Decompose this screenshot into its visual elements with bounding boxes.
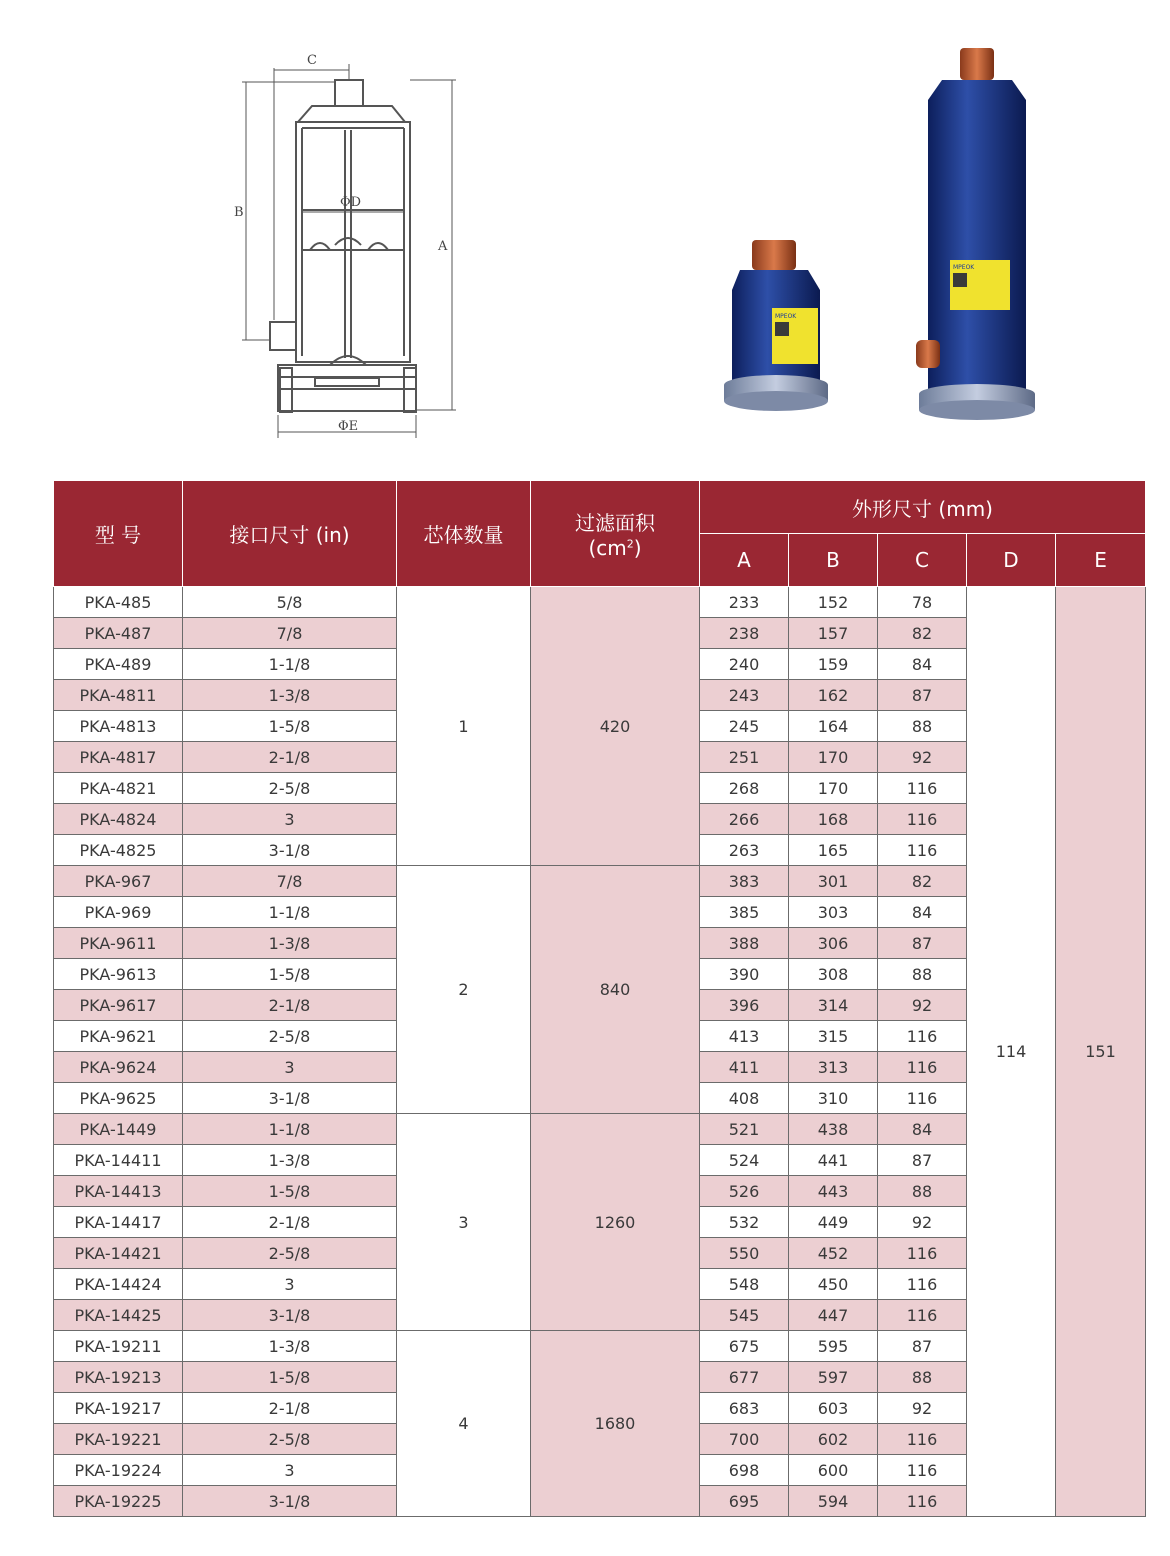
cell-dim-c: 78 [878, 587, 967, 618]
cell-model: PKA-19211 [54, 1331, 183, 1362]
cell-dim-b: 168 [789, 804, 878, 835]
cell-port-size: 3-1/8 [183, 1300, 397, 1331]
cell-dim-b: 450 [789, 1269, 878, 1300]
dim-label-phi-e: ΦE [338, 419, 359, 434]
cell-model: PKA-489 [54, 649, 183, 680]
cell-dim-c: 116 [878, 773, 967, 804]
cell-dim-c: 92 [878, 1393, 967, 1424]
cell-dim-c: 116 [878, 835, 967, 866]
cell-filter-area: 420 [531, 587, 700, 866]
cell-dim-a: 526 [700, 1176, 789, 1207]
cell-dim-b: 452 [789, 1238, 878, 1269]
header-dimensions: 外形尺寸 (mm) [700, 481, 1146, 534]
cell-port-size: 2-5/8 [183, 1424, 397, 1455]
cell-model: PKA-487 [54, 618, 183, 649]
header-model: 型 号 [54, 481, 183, 587]
cell-port-size: 2-1/8 [183, 1207, 397, 1238]
cell-dim-a: 385 [700, 897, 789, 928]
cell-dim-a: 413 [700, 1021, 789, 1052]
cell-model: PKA-9613 [54, 959, 183, 990]
cell-model: PKA-4821 [54, 773, 183, 804]
cell-model: PKA-14417 [54, 1207, 183, 1238]
cell-model: PKA-9617 [54, 990, 183, 1021]
cell-dim-b: 602 [789, 1424, 878, 1455]
cell-model: PKA-1449 [54, 1114, 183, 1145]
dim-label-b: B [234, 205, 244, 220]
cell-model: PKA-19224 [54, 1455, 183, 1486]
cell-model: PKA-14424 [54, 1269, 183, 1300]
cell-model: PKA-967 [54, 866, 183, 897]
cell-dim-b: 170 [789, 742, 878, 773]
cell-dim-c: 116 [878, 1083, 967, 1114]
cell-dim-c: 82 [878, 866, 967, 897]
tall-unit-brand: MPEOK [953, 264, 975, 271]
spec-table [53, 480, 1146, 1517]
cell-dim-c: 116 [878, 1300, 967, 1331]
cell-port-size: 2-1/8 [183, 990, 397, 1021]
cell-dim-a: 243 [700, 680, 789, 711]
cell-model: PKA-19225 [54, 1486, 183, 1517]
cell-dim-a: 240 [700, 649, 789, 680]
cell-dim-a: 408 [700, 1083, 789, 1114]
cell-dim-a: 700 [700, 1424, 789, 1455]
cell-dim-a: 390 [700, 959, 789, 990]
cell-dim-c: 92 [878, 742, 967, 773]
header-filter-area [531, 481, 700, 587]
cell-port-size: 3-1/8 [183, 835, 397, 866]
cell-dim-a: 388 [700, 928, 789, 959]
technical-drawing [220, 40, 480, 445]
cell-dim-b: 165 [789, 835, 878, 866]
cell-port-size: 1-5/8 [183, 1176, 397, 1207]
cell-port-size: 5/8 [183, 587, 397, 618]
cell-model: PKA-19213 [54, 1362, 183, 1393]
cell-dim-b: 164 [789, 711, 878, 742]
cell-dim-c: 87 [878, 928, 967, 959]
cell-port-size: 7/8 [183, 618, 397, 649]
cell-dim-b: 447 [789, 1300, 878, 1331]
cell-dim-a: 550 [700, 1238, 789, 1269]
cell-dim-c: 116 [878, 1269, 967, 1300]
cell-model: PKA-4817 [54, 742, 183, 773]
cell-dim-c: 84 [878, 1114, 967, 1145]
cell-dim-c: 88 [878, 711, 967, 742]
cell-port-size: 1-5/8 [183, 959, 397, 990]
cell-dim-b: 152 [789, 587, 878, 618]
cell-dim-b: 603 [789, 1393, 878, 1424]
cell-port-size: 3-1/8 [183, 1083, 397, 1114]
dim-label-phi-d: ΦD [340, 195, 362, 210]
cell-filter-area: 1260 [531, 1114, 700, 1331]
cell-port-size: 2-5/8 [183, 1238, 397, 1269]
cell-dim-a: 263 [700, 835, 789, 866]
cell-port-size: 3 [183, 1052, 397, 1083]
cell-port-size: 3 [183, 1455, 397, 1486]
cell-model: PKA-4824 [54, 804, 183, 835]
cell-model: PKA-9611 [54, 928, 183, 959]
cell-dim-c: 116 [878, 1455, 967, 1486]
cell-port-size: 1-1/8 [183, 897, 397, 928]
cell-model: PKA-14413 [54, 1176, 183, 1207]
cell-dim-a: 545 [700, 1300, 789, 1331]
cell-filter-area: 1680 [531, 1331, 700, 1517]
cell-dim-a: 675 [700, 1331, 789, 1362]
cell-dim-b: 313 [789, 1052, 878, 1083]
cell-core-count: 1 [397, 587, 531, 866]
cell-dim-c: 92 [878, 1207, 967, 1238]
product-figures [0, 0, 1170, 470]
cell-port-size: 7/8 [183, 866, 397, 897]
cell-dim-a: 238 [700, 618, 789, 649]
cell-model: PKA-14411 [54, 1145, 183, 1176]
cell-port-size: 2-1/8 [183, 742, 397, 773]
cell-dim-c: 87 [878, 680, 967, 711]
cell-dim-a: 695 [700, 1486, 789, 1517]
cell-dim-b: 443 [789, 1176, 878, 1207]
cell-port-size: 3-1/8 [183, 1486, 397, 1517]
cell-dim-c: 88 [878, 959, 967, 990]
cell-dim-c: 88 [878, 1176, 967, 1207]
cell-dim-b: 170 [789, 773, 878, 804]
cell-model: PKA-9621 [54, 1021, 183, 1052]
cell-dim-b: 595 [789, 1331, 878, 1362]
cell-dim-c: 116 [878, 1052, 967, 1083]
cell-dim-a: 251 [700, 742, 789, 773]
cell-port-size: 1-3/8 [183, 1331, 397, 1362]
cell-core-count: 4 [397, 1331, 531, 1517]
cell-port-size: 1-5/8 [183, 711, 397, 742]
cell-port-size: 1-1/8 [183, 1114, 397, 1145]
cell-dim-b: 314 [789, 990, 878, 1021]
cell-filter-area: 840 [531, 866, 700, 1114]
cell-dim-c: 116 [878, 804, 967, 835]
cell-port-size: 1-3/8 [183, 1145, 397, 1176]
cell-dim-a: 396 [700, 990, 789, 1021]
dim-label-a: A [438, 239, 448, 254]
header-dim-b: B [789, 534, 878, 587]
cell-model: PKA-19221 [54, 1424, 183, 1455]
cell-dim-a: 548 [700, 1269, 789, 1300]
cell-dim-a: 521 [700, 1114, 789, 1145]
header-filter-area-label: 过滤面积 [575, 511, 655, 535]
header-filter-area-unit: $(cm^2)$ [588, 536, 642, 560]
cell-dim-c: 116 [878, 1486, 967, 1517]
cell-model: PKA-9625 [54, 1083, 183, 1114]
cell-model: PKA-4811 [54, 680, 183, 711]
cell-model: PKA-969 [54, 897, 183, 928]
cell-dim-b: 597 [789, 1362, 878, 1393]
cell-dim-b: 449 [789, 1207, 878, 1238]
cell-dim-c: 84 [878, 897, 967, 928]
header-dim-a: A [700, 534, 789, 587]
cell-dim-e: 151 [1056, 587, 1146, 1517]
cell-port-size: 3 [183, 804, 397, 835]
cell-dim-c: 116 [878, 1424, 967, 1455]
cell-dim-b: 310 [789, 1083, 878, 1114]
cell-dim-b: 162 [789, 680, 878, 711]
cell-dim-b: 441 [789, 1145, 878, 1176]
cell-dim-c: 84 [878, 649, 967, 680]
cell-port-size: 3 [183, 1269, 397, 1300]
cell-dim-b: 306 [789, 928, 878, 959]
cell-dim-b: 157 [789, 618, 878, 649]
cell-core-count: 3 [397, 1114, 531, 1331]
cell-dim-a: 524 [700, 1145, 789, 1176]
product-photo [680, 40, 1060, 440]
cell-dim-c: 82 [878, 618, 967, 649]
cell-dim-c: 87 [878, 1331, 967, 1362]
cell-dim-b: 159 [789, 649, 878, 680]
cell-dim-a: 532 [700, 1207, 789, 1238]
cell-dim-c: 92 [878, 990, 967, 1021]
header-core-count: 芯体数量 [397, 481, 531, 587]
tall-filter-unit [916, 48, 1035, 420]
cell-dim-b: 594 [789, 1486, 878, 1517]
cell-dim-a: 383 [700, 866, 789, 897]
cell-port-size: 1-3/8 [183, 680, 397, 711]
cell-port-size: 1-3/8 [183, 928, 397, 959]
cell-model: PKA-19217 [54, 1393, 183, 1424]
cell-port-size: 1-1/8 [183, 649, 397, 680]
header-dim-e: E [1056, 534, 1146, 587]
cell-model: PKA-14425 [54, 1300, 183, 1331]
cell-dim-a: 266 [700, 804, 789, 835]
cell-dim-c: 116 [878, 1021, 967, 1052]
cell-core-count: 2 [397, 866, 531, 1114]
cell-dim-a: 677 [700, 1362, 789, 1393]
cell-dim-d: 114 [967, 587, 1056, 1517]
cell-dim-b: 600 [789, 1455, 878, 1486]
cell-dim-b: 438 [789, 1114, 878, 1145]
cell-dim-b: 315 [789, 1021, 878, 1052]
cell-dim-c: 116 [878, 1238, 967, 1269]
cell-dim-a: 411 [700, 1052, 789, 1083]
cell-dim-a: 698 [700, 1455, 789, 1486]
cell-dim-a: 683 [700, 1393, 789, 1424]
cell-port-size: 1-5/8 [183, 1362, 397, 1393]
spec-table-body [54, 587, 1146, 1517]
cell-dim-a: 245 [700, 711, 789, 742]
small-filter-unit [724, 240, 828, 411]
cell-port-size: 2-1/8 [183, 1393, 397, 1424]
cell-dim-b: 301 [789, 866, 878, 897]
cell-model: PKA-9624 [54, 1052, 183, 1083]
cell-dim-c: 87 [878, 1145, 967, 1176]
cell-model: PKA-485 [54, 587, 183, 618]
cell-dim-a: 268 [700, 773, 789, 804]
header-dim-d: D [967, 534, 1056, 587]
cell-dim-a: 233 [700, 587, 789, 618]
cell-dim-c: 88 [878, 1362, 967, 1393]
small-unit-brand: MPEOK [775, 313, 797, 320]
cell-model: PKA-14421 [54, 1238, 183, 1269]
dim-label-c: C [307, 53, 317, 68]
cell-dim-b: 308 [789, 959, 878, 990]
cell-model: PKA-4825 [54, 835, 183, 866]
cell-port-size: 2-5/8 [183, 1021, 397, 1052]
cell-model: PKA-4813 [54, 711, 183, 742]
table-row [54, 587, 1146, 618]
header-port-size: 接口尺寸 (in) [183, 481, 397, 587]
cell-port-size: 2-5/8 [183, 773, 397, 804]
header-dim-c: C [878, 534, 967, 587]
cell-dim-b: 303 [789, 897, 878, 928]
